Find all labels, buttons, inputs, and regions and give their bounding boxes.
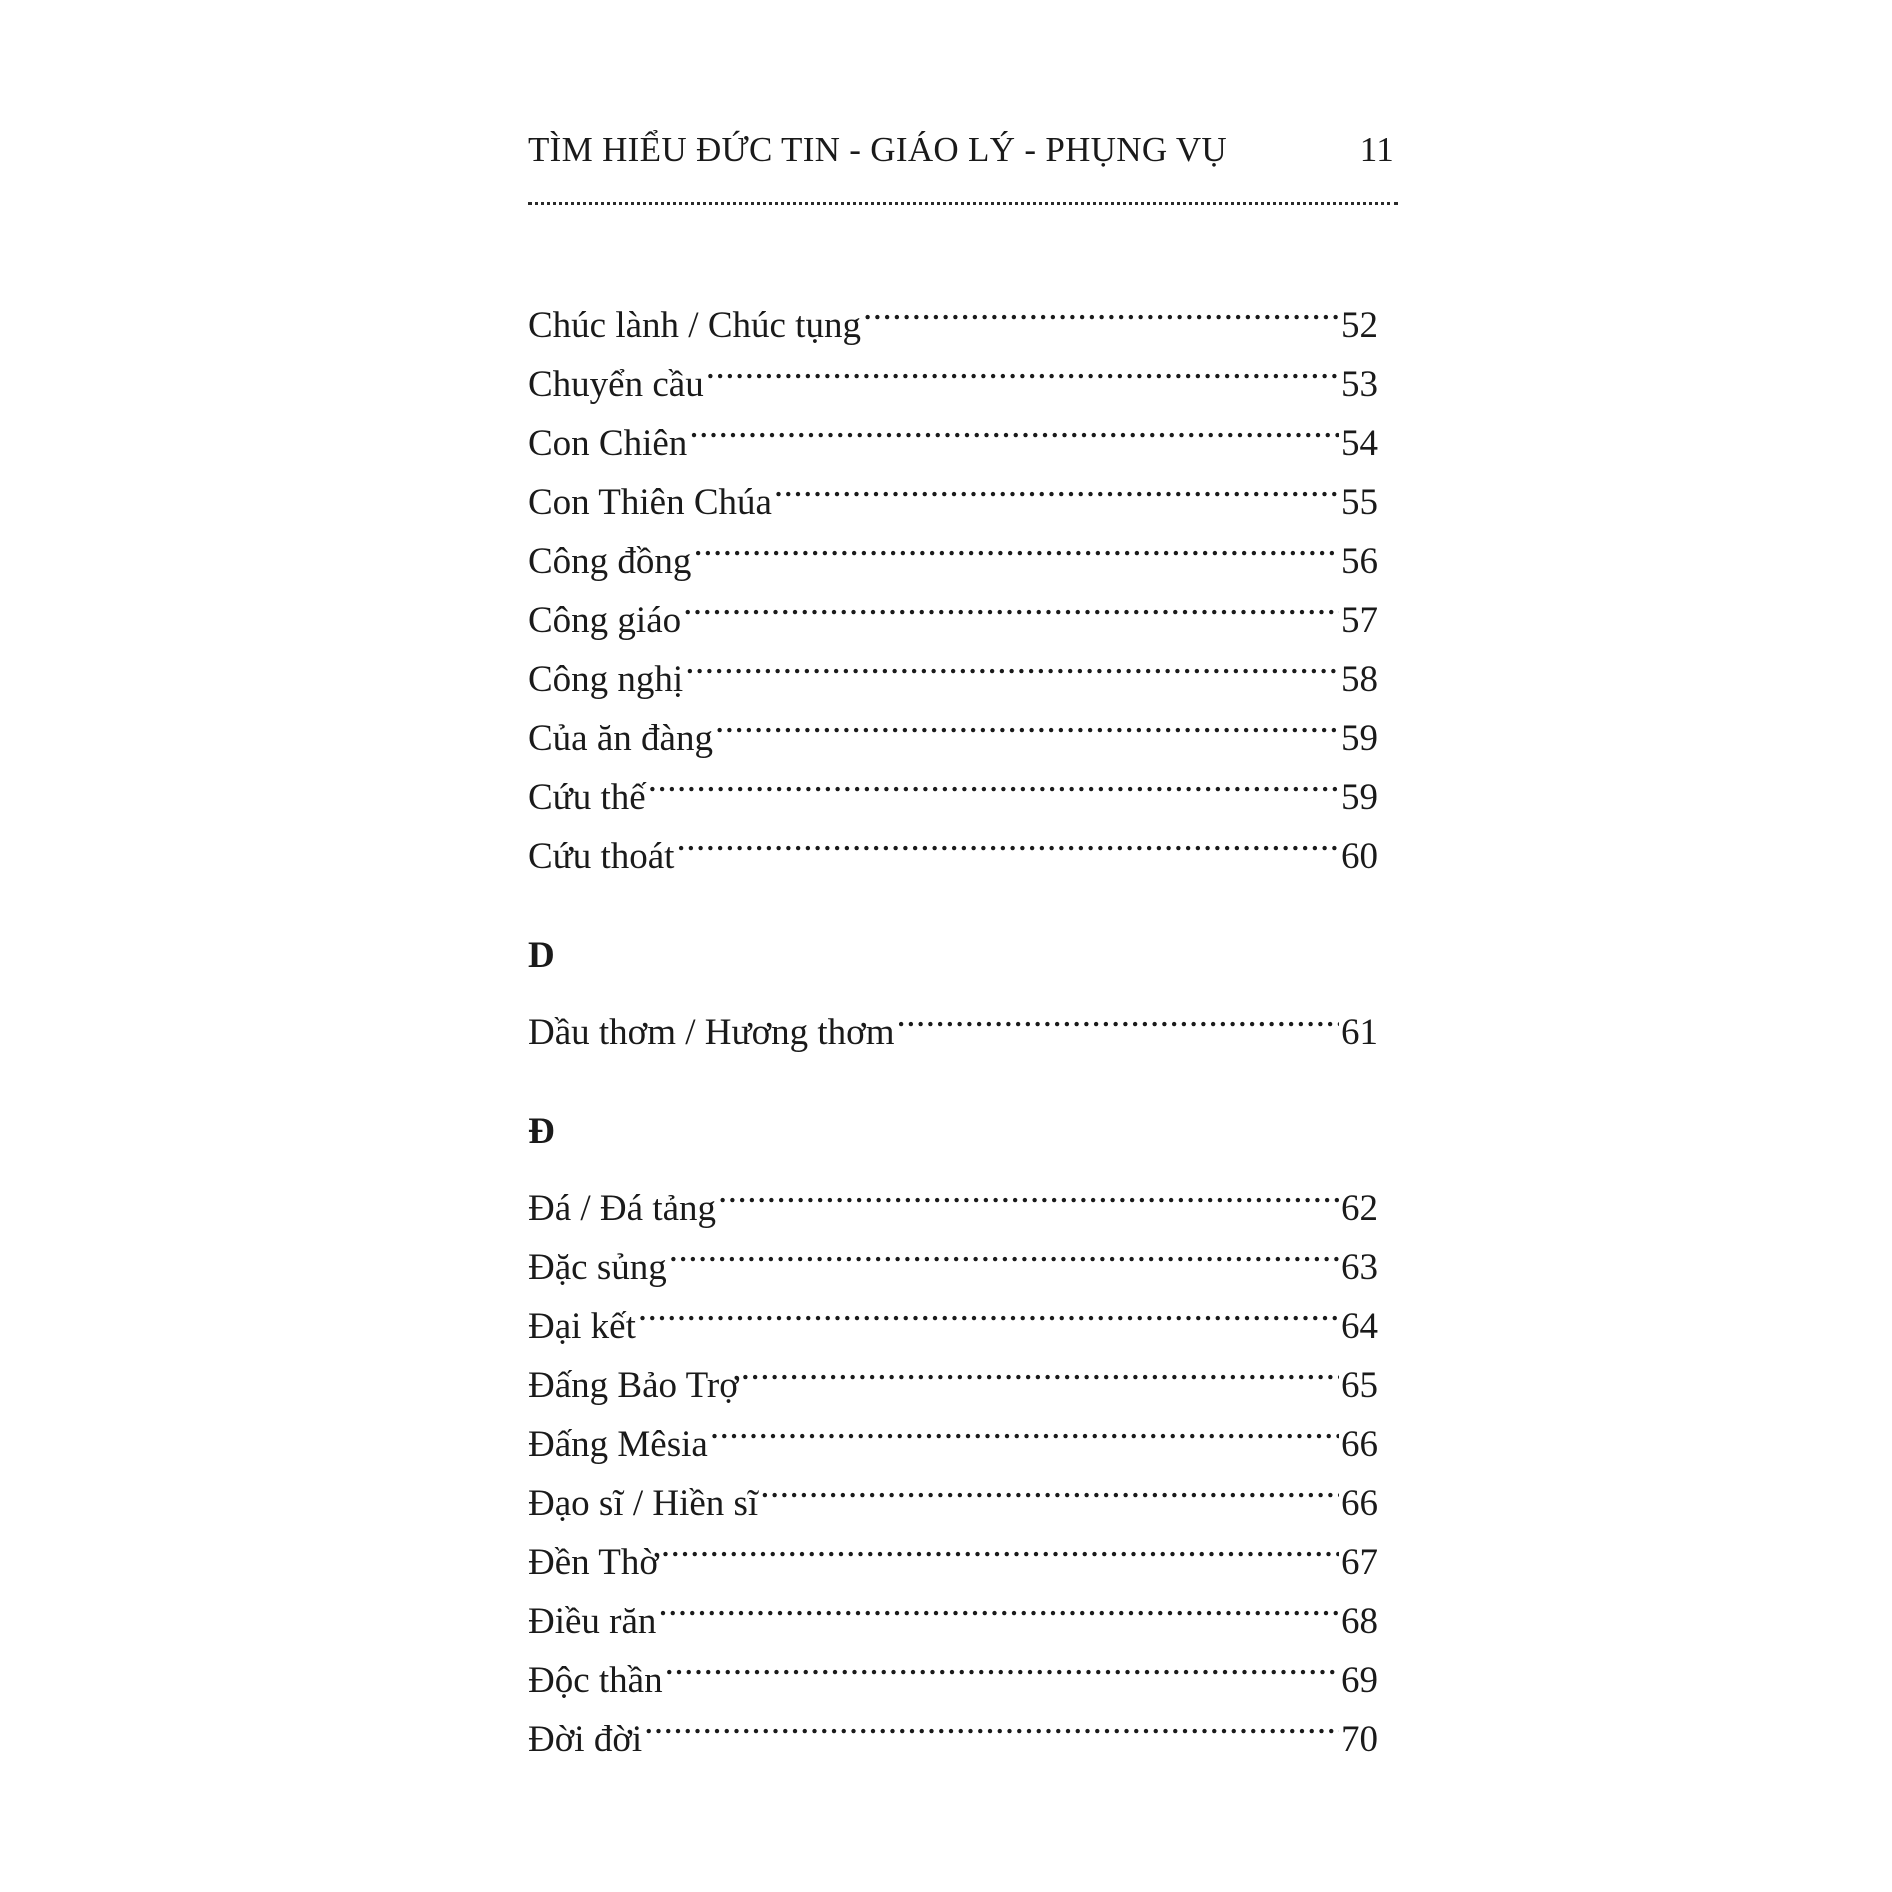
dot-leader (710, 1397, 1339, 1456)
toc-entry (528, 278, 1378, 346)
toc-section-d (528, 926, 1378, 1053)
toc-entry-page: 67 (1341, 1542, 1378, 1583)
dot-leader (685, 632, 1339, 691)
toc-entry-page: 53 (1341, 364, 1378, 405)
toc-entry-page: 63 (1341, 1247, 1378, 1288)
toc-entry-page: 60 (1341, 836, 1378, 877)
toc-entry-title: Đại kết (528, 1306, 636, 1347)
toc-entry-title: Đạo sĩ / Hiền sĩ (528, 1483, 759, 1524)
running-header-title: TÌM HIỂU ĐỨC TIN - GIÁO LÝ - PHỤNG VỤ (528, 130, 1227, 169)
toc-entry-title: Đặc sủng (528, 1247, 667, 1288)
toc-entry-page: 64 (1341, 1306, 1378, 1347)
toc-entry-page: 55 (1341, 482, 1378, 523)
toc-entry-title: Điều răn (528, 1601, 657, 1642)
toc-entry-title: Độc thần (528, 1660, 663, 1701)
dot-leader (648, 750, 1339, 809)
running-header (528, 130, 1398, 190)
dot-leader (669, 1220, 1339, 1279)
dot-leader (706, 337, 1339, 396)
toc-entry (528, 1338, 1378, 1406)
toc-entry-page: 69 (1341, 1660, 1378, 1701)
toc-entry-page: 56 (1341, 541, 1378, 582)
dot-leader (774, 455, 1339, 514)
toc-entry-title: Đời đời (528, 1719, 643, 1760)
toc-entry-title: Công giáo (528, 600, 682, 641)
dot-leader (693, 514, 1339, 573)
dot-leader (897, 985, 1339, 1044)
toc-entry-page: 68 (1341, 1601, 1378, 1642)
toc-entry-page: 66 (1341, 1424, 1378, 1465)
dot-leader (661, 1515, 1339, 1574)
toc-entry-title: Con Thiên Chúa (528, 482, 772, 523)
toc-entry-title: Đền Thờ (528, 1542, 659, 1583)
toc-entry-title: Chúc lành / Chúc tụng (528, 305, 861, 346)
toc-entry-page: 62 (1341, 1188, 1378, 1229)
dot-leader (665, 1633, 1339, 1692)
toc-entry-page: 52 (1341, 305, 1378, 346)
section-heading: D (528, 935, 555, 976)
dot-leader (689, 396, 1339, 455)
dot-leader (658, 1574, 1339, 1633)
toc-entry-title: Con Chiên (528, 423, 688, 464)
dot-leader (676, 809, 1339, 868)
toc-entry-page: 57 (1341, 600, 1378, 641)
toc-entry-page: 54 (1341, 423, 1378, 464)
toc-entry-title: Đấng Bảo Trợ (528, 1365, 739, 1406)
toc-entry-page: 59 (1341, 718, 1378, 759)
toc-entry-page: 66 (1341, 1483, 1378, 1524)
dot-leader (638, 1279, 1339, 1338)
toc-entry-title: Cứu thoát (528, 836, 675, 877)
table-of-contents (528, 278, 1378, 1760)
dot-leader (760, 1456, 1339, 1515)
toc-entry-title: Của ăn đàng (528, 718, 713, 759)
toc-entry-title: Dầu thơm / Hương thơm (528, 1012, 895, 1053)
page-number: 11 (1359, 130, 1394, 169)
toc-entry-page: 61 (1341, 1012, 1378, 1053)
dot-leader (718, 1161, 1339, 1220)
dot-leader (644, 1692, 1339, 1751)
toc-entry-title: Đá / Đá tảng (528, 1188, 717, 1229)
book-page (528, 130, 1398, 1760)
toc-section-c (528, 278, 1378, 877)
toc-entry-page: 65 (1341, 1365, 1378, 1406)
toc-entry (528, 1692, 1378, 1760)
toc-entry-title: Cứu thế (528, 777, 646, 818)
header-dotted-rule (528, 202, 1398, 205)
toc-entry (528, 1279, 1378, 1347)
toc-entry-page: 58 (1341, 659, 1378, 700)
toc-entry-page: 59 (1341, 777, 1378, 818)
toc-entry-title: Công đồng (528, 541, 692, 582)
toc-entry-title: Chuyển cầu (528, 364, 704, 405)
toc-section-dd (528, 1102, 1378, 1760)
toc-entry (528, 1161, 1378, 1229)
toc-entry (528, 750, 1378, 818)
toc-entry-title: Công nghị (528, 659, 684, 700)
section-heading: Đ (528, 1111, 555, 1152)
dot-leader (715, 691, 1339, 750)
toc-entry (528, 809, 1378, 877)
toc-entry-page: 70 (1341, 1719, 1378, 1760)
toc-entry (528, 985, 1378, 1053)
dot-leader (741, 1338, 1339, 1397)
toc-entry-title: Đấng Mêsia (528, 1424, 708, 1465)
dot-leader (863, 278, 1339, 337)
dot-leader (683, 573, 1339, 632)
